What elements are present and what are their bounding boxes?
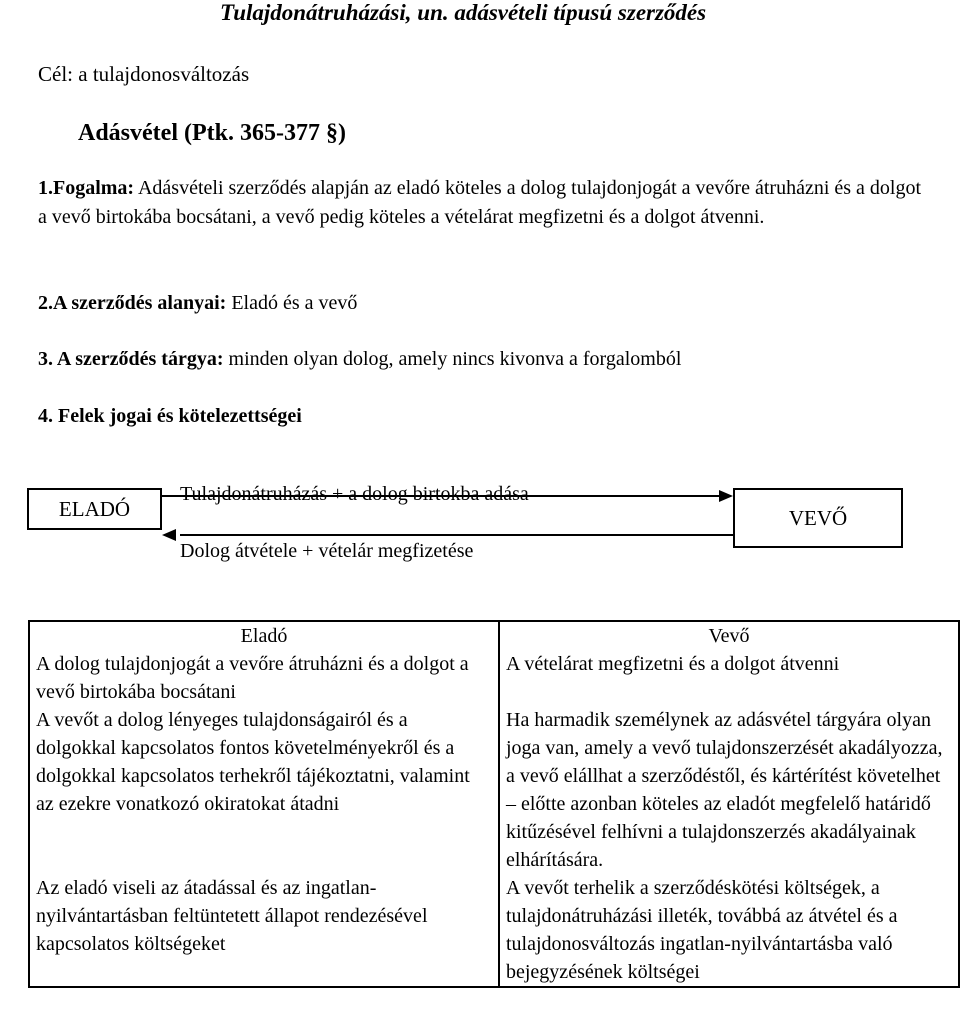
buyer-box-label: VEVŐ <box>788 505 848 530</box>
column-header-seller: Eladó <box>29 621 499 650</box>
point-label: 2.A szerződés alanyai: <box>38 292 227 314</box>
point-text: Adásvételi szerződés alapján az eladó köteles a dolog tulajdonjogát a vevőre átruházni és a dolgot a vevő birtokába bocsátani, a vevő pedig köteles a vételárat megfizetni és a dolgot átvenni. <box>38 177 922 228</box>
document-title: Tulajdonátruházási, un. adásvételi típusú szerződés <box>220 0 707 25</box>
point-text: minden olyan dolog, amely nincs kivonva a forgalomból <box>223 348 682 370</box>
table-cell: A vevőt terhelik a szerződéskötési költségek, a tulajdonátruházási illeték, továbbá az átvétel és a tulajdonosváltozás ingatlan-nyilvántartásba való bejegyzésének költségei <box>499 874 959 987</box>
top-arrowhead-icon <box>719 490 733 502</box>
table-cell: A dolog tulajdonjogát a vevőre átruházni és a dolgot a vevő birtokába bocsátani <box>29 650 499 706</box>
point-label: 4. Felek jogai és kötelezettségei <box>38 405 302 427</box>
point-label: 1.Fogalma: <box>38 177 135 199</box>
bottom-arrowhead-icon <box>162 529 176 541</box>
table-cell: A vételárat megfizetni és a dolgot átvenni <box>499 650 959 706</box>
top-arrow-label: Tulajdonátruházás + a dolog birtokba adása <box>180 483 529 505</box>
table-cell: Az eladó viseli az átadással és az ingatlan-nyilvántartásban feltüntetett állapot rendezésével kapcsolatos költségeket <box>29 874 499 987</box>
table-cell: Ha harmadik személynek az adásvétel tárgyára olyan joga van, amely a vevő tulajdonszerzését akadályozza, a vevő elállhat a szerződéstől, és kártérítést követelhet – előtte azonban köteles az eladót megfelelő határidő kitűzésével felhívni a tulajdonszerzés akadályainak elhárítására. <box>499 706 959 874</box>
bottom-arrow-label: Dolog átvétele + vételár megfizetése <box>180 540 474 562</box>
section-heading: Adásvétel (Ptk. 365-377 §) <box>78 120 346 146</box>
table-cell: A vevőt a dolog lényeges tulajdonságairól és a dolgokkal kapcsolatos fontos követelményekről és a dolgokkal kapcsolatos terhekről tájékoztatni, valamint az ezekre vonatkozó okiratokat átadni <box>29 706 499 874</box>
seller-box-label: ELADÓ <box>58 496 131 521</box>
point-text: Eladó és a vevő <box>226 292 358 314</box>
column-header-buyer: Vevő <box>499 621 959 650</box>
point-label: 3. A szerződés tárgya: <box>38 348 224 370</box>
goal-line: Cél: a tulajdonosváltozás <box>38 62 250 86</box>
obligations-table <box>28 620 960 988</box>
